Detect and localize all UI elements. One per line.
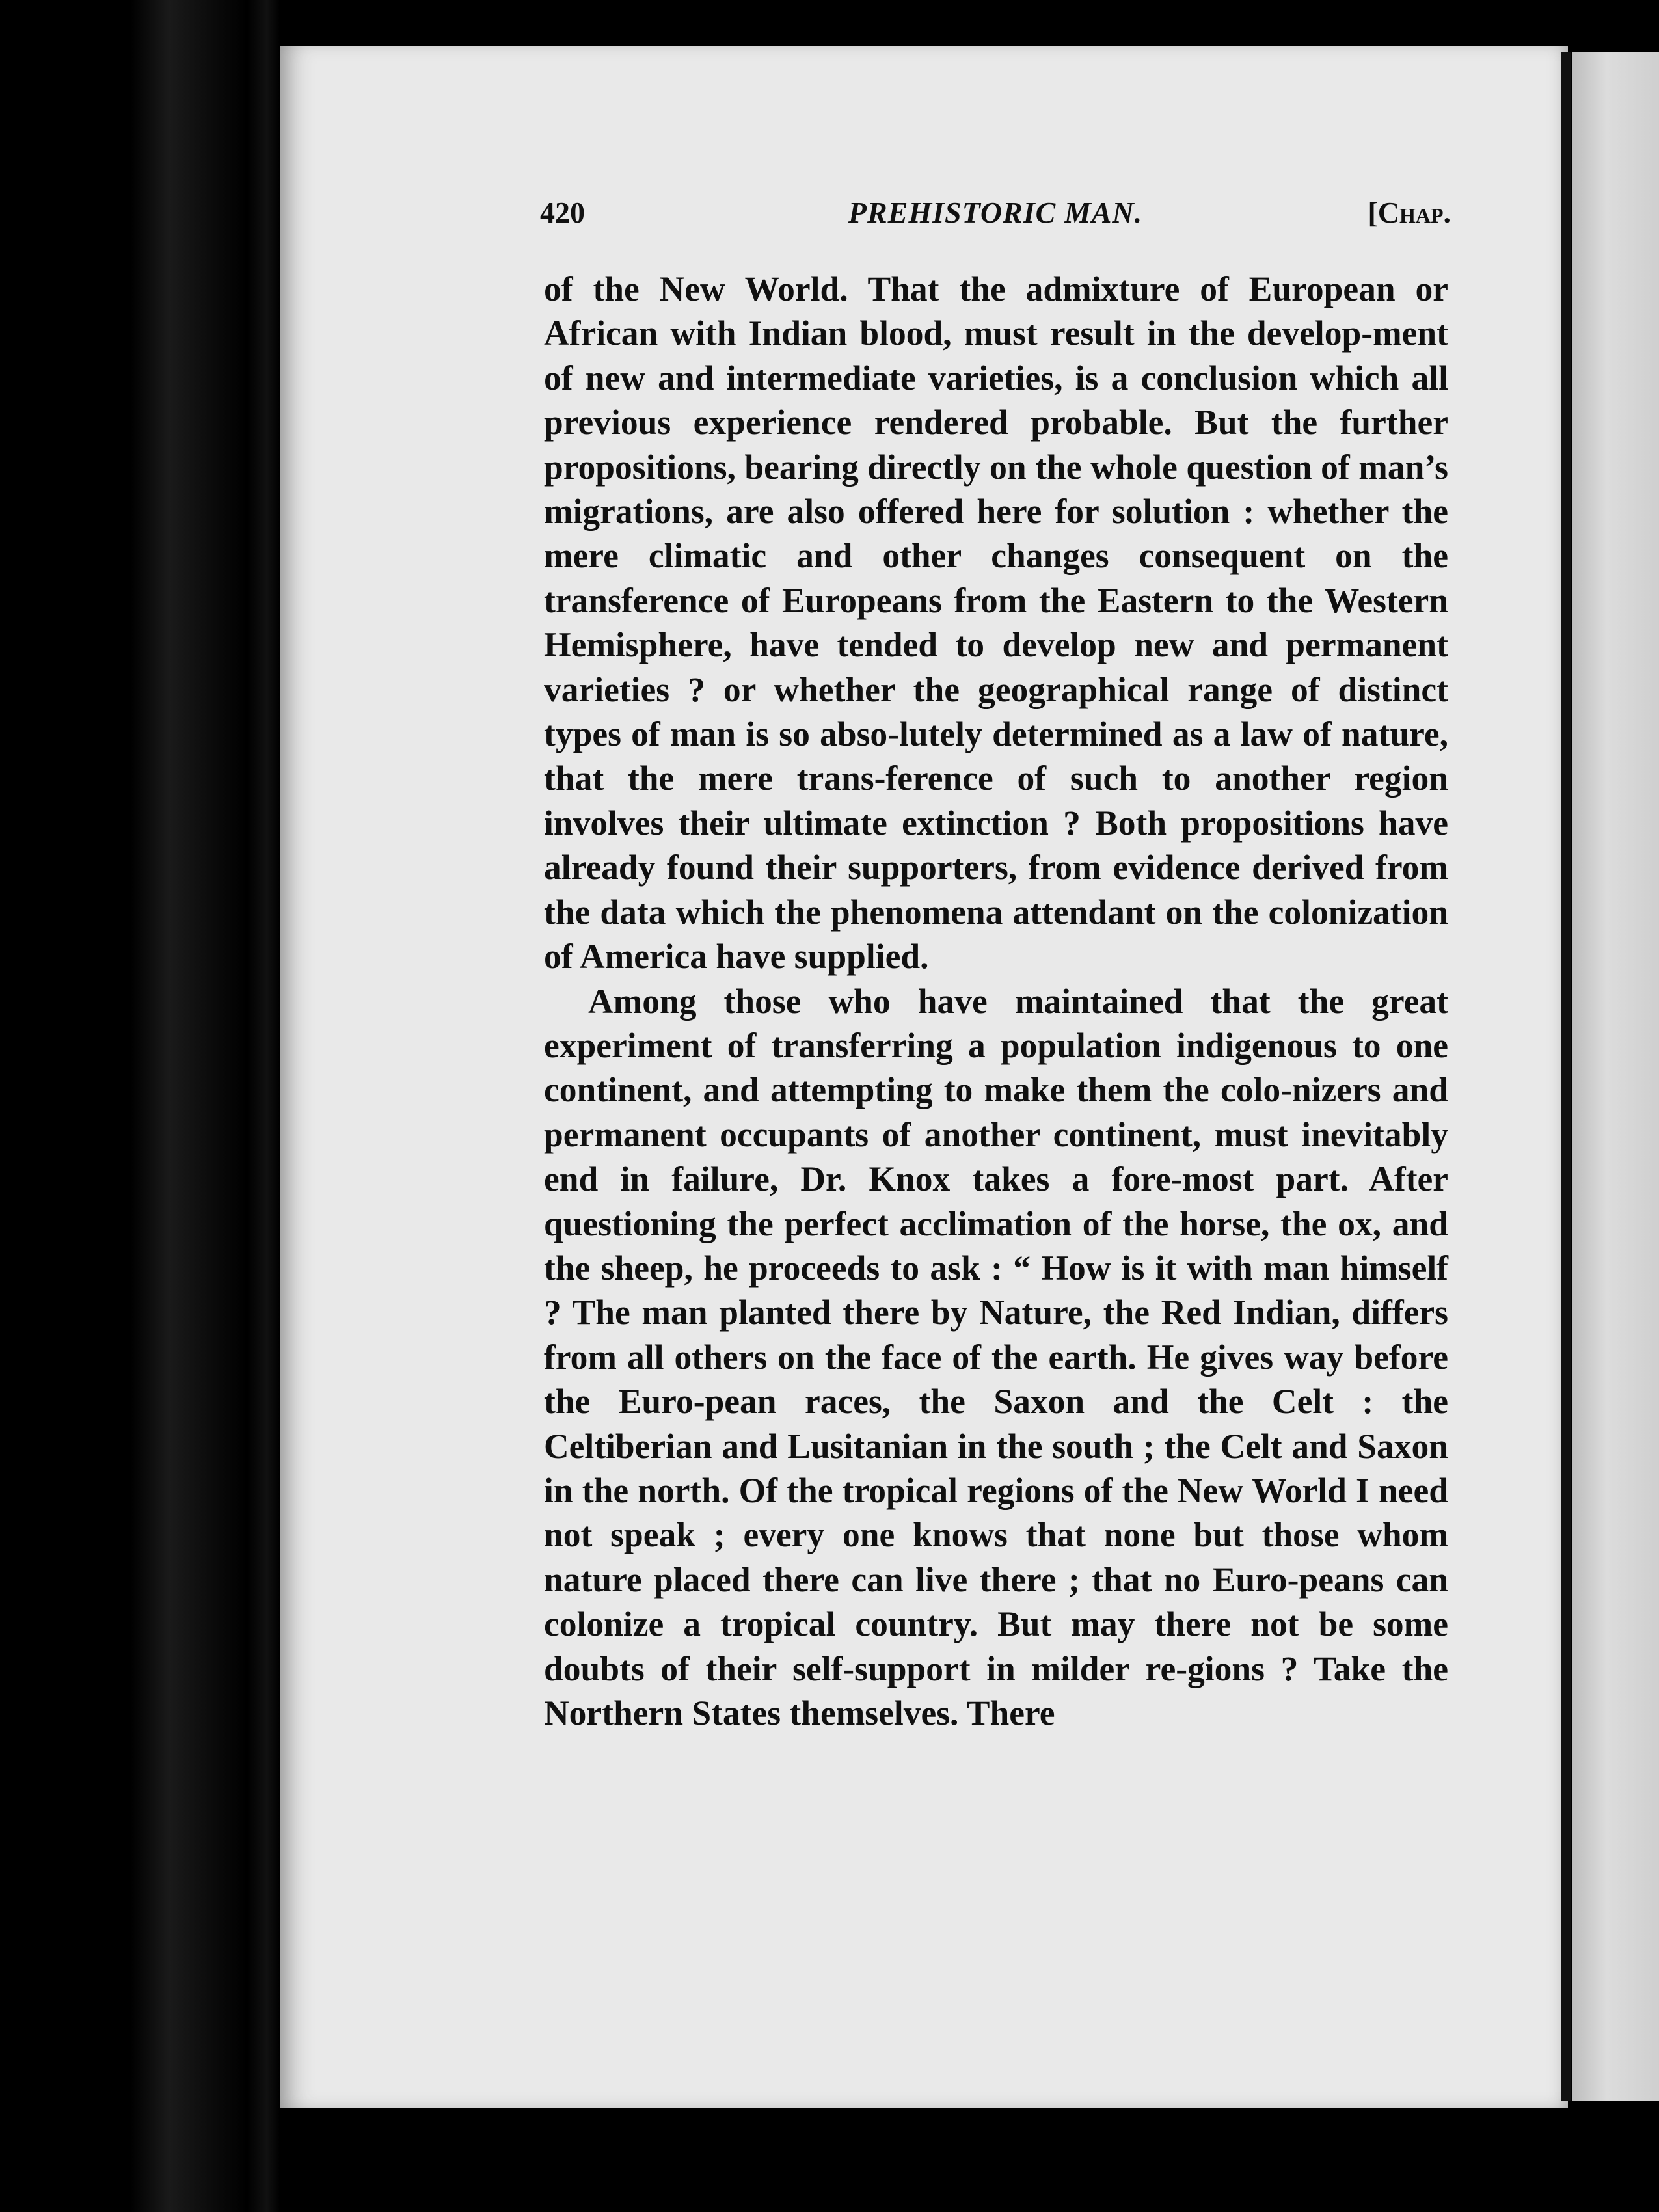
page-edge-divider <box>1561 52 1571 2101</box>
paragraph-1: of the New World. That the admixture of European or African with Indian blood, must result in the develop-ment of new and intermediate varieties, is a conclusion which all previous experience rendered probable. But the further propositions, bearing directly on the whole question of man’s migrations, are also offered here for solution : whether the mere climatic and other changes consequent on the transference of Europeans from the Eastern to the Western Hemisphere, have tended to develop new and permanent varieties ? or whether the geographical range of distinct types of man is so abso-lutely determined as a law of nature, that the mere trans-ference of such to another region involves their ultimate extinction ? Both propositions have already found their supporters, from evidence derived from the data which the phenomena attendant on the colonization of America have supplied. <box>544 269 1448 977</box>
page-body <box>544 267 1448 1735</box>
paragraph-2: Among those who have maintained that the great experiment of transferring a population indigenous to one continent, and attempting to make them the colo-nizers and permanent occupants of another continent, must inevitably end in failure, Dr. Knox takes a fore-most part. After questioning the perfect acclimation of the horse, the ox, and the sheep, he proceeds to ask : “ How is it with man himself ? The man planted there by Nature, the Red Indian, differs from all others on the face of the earth. He gives way before the Euro-pean races, the Saxon and the Celt : the Celtiberian and Lusitanian in the south ; the Celt and Saxon in the north. Of the tropical regions of the New World I need not speak ; every one knows that none but those whom nature placed there can live there ; that no Euro-peans can colonize a tropical country. But may there not be some doubts of their self-support in milder re-gions ? Take the Northern States themselves. There <box>544 981 1448 1733</box>
chapter-marker: [Chap. <box>1368 196 1451 229</box>
running-header <box>540 195 1451 234</box>
adjacent-page-edge <box>1572 52 1659 2101</box>
book-spine-shadow <box>0 0 280 2212</box>
running-title: PREHISTORIC MAN. <box>848 196 1143 229</box>
page-number: 420 <box>540 196 585 229</box>
